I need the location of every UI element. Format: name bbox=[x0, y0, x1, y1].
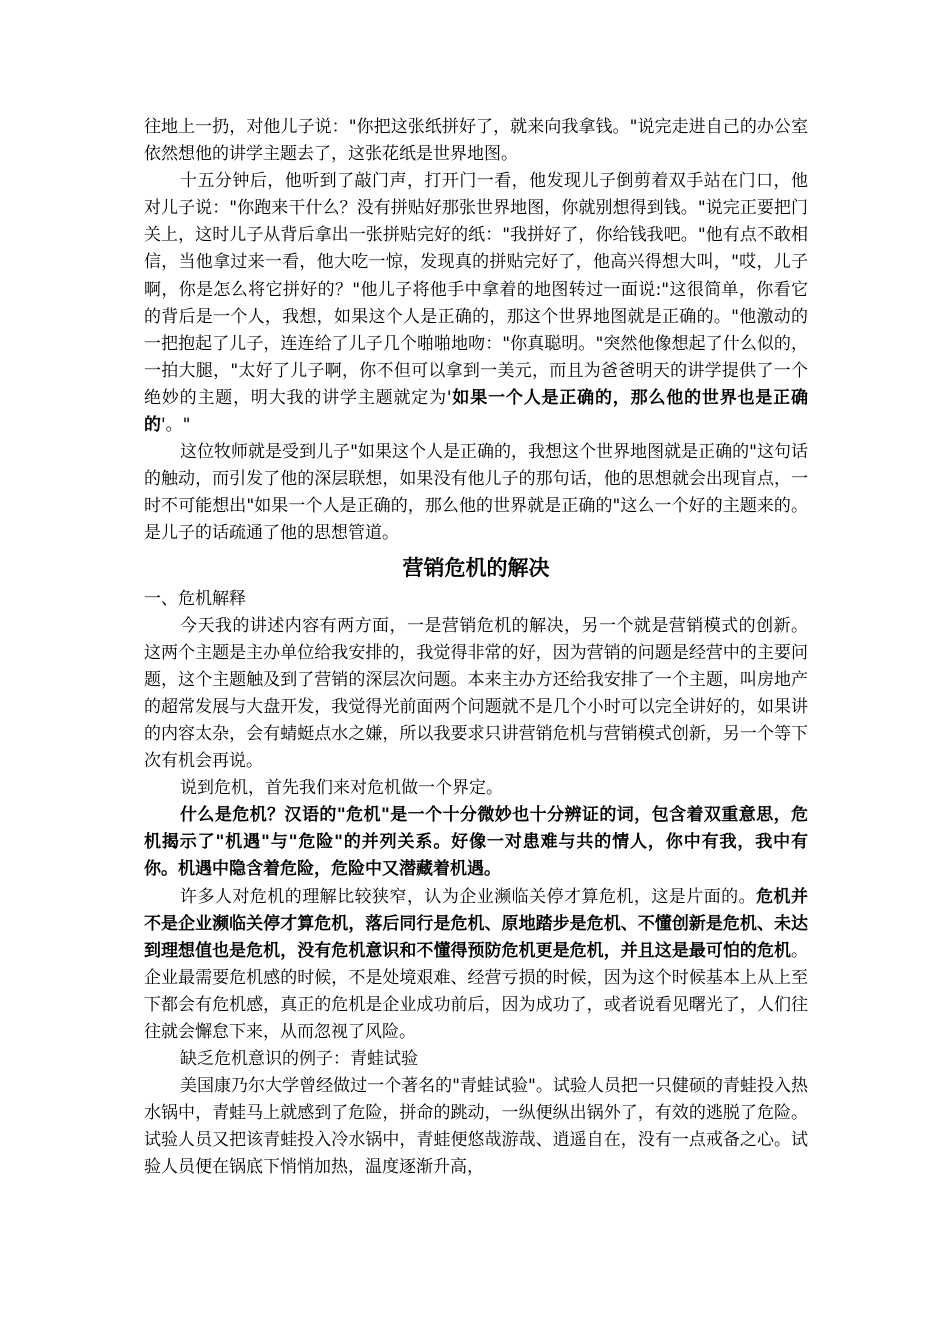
section-paragraph-4-start: 许多人对危机的理解比较狭窄，认为企业濒临关停才算危机，这是片面的。 bbox=[180, 886, 757, 907]
section-paragraph-2-text: 说到危机，首先我们来对危机做一个界定。 bbox=[180, 778, 503, 799]
story-paragraph-2-end: '。" bbox=[161, 415, 191, 436]
section-paragraph-6-text: 美国康乃尔大学曾经做过一个著名的"青蛙试验"。试验人员把一只健硕的青蛙投入热水锅中，青蛙马上就感到了危险，拼命的跳动，一纵便纵出锅外了，有效的逃脱了危险。试验人员又把该青蛙投入冷水锅中，青蛙便悠哉游哉、逍遥自在，没有一点戒备之心。试验人员便在锅底下悄悄加热，温度逐渐升高， bbox=[144, 1076, 808, 1178]
section-paragraph-6 bbox=[144, 1073, 808, 1181]
section-paragraph-4-end: 。企业最需要危机感的时候，不是处境艰难、经营亏损的时候，因为这个时候基本上从上至下都会有危机感，真正的危机是企业成功前后，因为成功了，或者说看见曙光了，人们往往就会懈怠下来，从而忽视了风险。 bbox=[144, 940, 808, 1042]
section-paragraph-5 bbox=[144, 1046, 808, 1073]
story-paragraph-3 bbox=[144, 439, 808, 547]
section-paragraph-3-definition bbox=[144, 802, 808, 883]
section-paragraph-4 bbox=[144, 884, 808, 1047]
story-paragraph-2 bbox=[144, 168, 808, 439]
section-paragraph-1-text: 今天我的讲述内容有两方面，一是营销危机的解决，另一个就是营销模式的创新。这两个主题是主办单位给我安排的，我觉得非常的好，因为营销的问题是经营中的主要问题，这个主题触及到了营销的深层次问题。本来主办方还给我安排了一个主题，叫房地产的超常发展与大盘开发，我觉得光前面两个问题就不是几个小时可以完全讲好的，如果讲的内容太杂，会有蜻蜓点水之嫌，所以我要求只讲营销危机与营销模式创新，另一个等下次有机会再说。 bbox=[144, 615, 808, 772]
section-paragraph-4-bold: 危机并不是企业濒临关停才算危机，落后同行是危机、原地踏步是危机、不懂创新是危机、未达到理想值也是危机，没有危机意识和不懂得预防危机更是危机，并且这是最可怕的危机 bbox=[144, 886, 809, 961]
story-paragraph-1-text: 往地上一扔，对他儿子说："你把这张纸拼好了，就来向我拿钱。"说完走进自己的办公室依然想他的讲学主题去了，这张花纸是世界地图。 bbox=[144, 117, 808, 165]
story-paragraph-2-bold-theme: 如果一个人是正确的，那么他的世界也是正确的 bbox=[144, 387, 808, 436]
section-title: 营销危机的解决 bbox=[402, 555, 550, 580]
section-paragraph-5-text: 缺乏危机意识的例子：青蛙试验 bbox=[180, 1049, 418, 1070]
story-paragraph-1 bbox=[144, 114, 808, 168]
section-paragraph-2 bbox=[144, 775, 808, 802]
section-paragraph-3-text: 什么是危机？汉语的"危机"是一个十分微妙也十分辨证的词，包含着双重意思，危机揭示了"机遇"与"危险"的并列关系。好像一对患难与共的情人，你中有我，我中有你。机遇中隐含着危险，危险中又潜藏着机遇。 bbox=[144, 805, 808, 880]
section-subhead: 一、危机解释 bbox=[144, 588, 246, 609]
story-paragraph-2-text: 十五分钟后，他听到了敲门声，打开门一看，他发现儿子倒剪着双手站在门口，他对儿子说："你跑来干什么？没有拼贴好那张世界地图，你就别想得到钱。"说完正要把门关上，这时儿子从背后拿出一张拼贴完好的纸："我拼好了，你给钱我吧。"他有点不敢相信，当他拿过来一看，他大吃一惊，发现真的拼贴完好了，他高兴得想大叫，"哎，儿子啊，你是怎么将它拼好的？"他儿子将他手中拿着的地图转过一面说:"这很简单，你看它的背后是一个人，我想，如果这个人是正确的，那这个世界地图就是正确的。"他激动的一把抱起了儿子，连连给了儿子几个啪啪地吻："你真聪明。"突然他像想起了什么似的，一拍大腿，"太好了儿子啊，你不但可以拿到一美元，而且为爸爸明天的讲学提供了一个绝妙的主题，明大我的讲学主题就定为' bbox=[144, 171, 808, 408]
document-page bbox=[144, 114, 808, 1182]
story-paragraph-3-text: 这位牧师就是受到儿子"如果这个人是正确的，我想这个世界地图就是正确的"这句话的触动，而引发了他的深层联想，如果没有他儿子的那句话，他的思想就会出现盲点，一时不可能想出"如果一个人是正确的，那么他的世界就是正确的"这么一个好的主题来的。是儿子的话疏通了他的思想管道。 bbox=[144, 442, 808, 544]
section-paragraph-1 bbox=[144, 613, 808, 776]
